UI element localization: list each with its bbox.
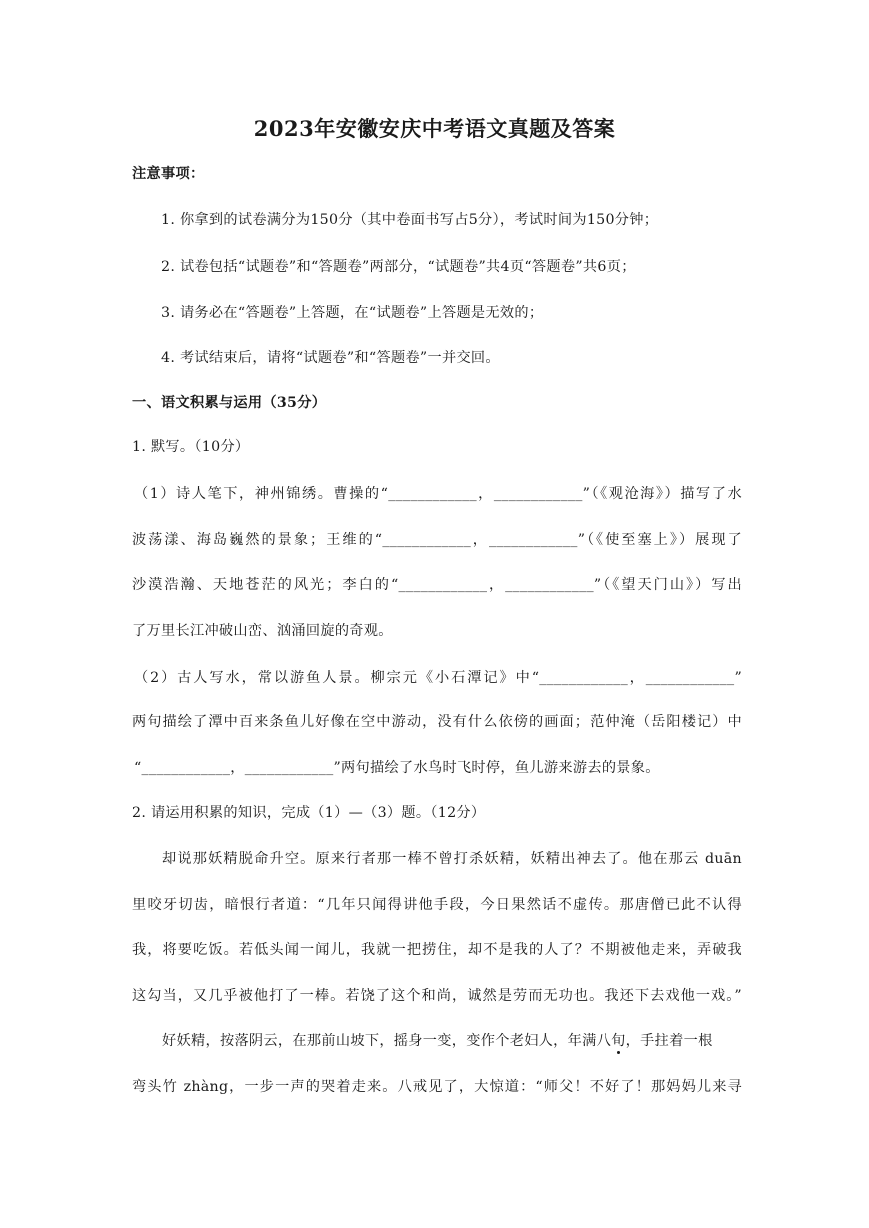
question-2-label: 2. 请运用积累的知识，完成（1）—（3）题。（12分） [132,805,486,821]
q1-part1-line-1: （1）诗人笔下，神州锦绣。曹操的“____________，____________”（《观沧海》）描写了水 [134,486,742,502]
q1-part1-line-2: 波荡漾、海岛巍然的景象；王维的“____________，____________”（《使至塞上》）展现了 [132,532,742,548]
notice-item-2: 2. 试卷包括“试题卷”和“答题卷”两部分，“试题卷”共4页“答题卷”共6页； [161,259,636,275]
notice-heading: 注意事项： [132,166,205,182]
q1-part1-line-3: 沙漠浩瀚、天地苍茫的风光；李白的“____________，____________”（《望天门山》）写出 [132,577,742,593]
page-title: 2023年安徽安庆中考语文真题及答案 [253,116,616,141]
question-1-label: 1. 默写。（10分） [132,439,250,455]
q2-para2-line-1 [162,1030,742,1050]
q2-para1-line-3: 我，将要吃饭。若低头闻一闻儿，我就一把捞住，却不是我的人了？不期被他走来，弄破我 [132,942,742,958]
section-heading: 一、语文积累与运用（35分） [132,395,327,411]
q1-part2-line-2: 两句描绘了潭中百来条鱼儿好像在空中游动，没有什么依傍的画面；范仲淹（岳阳楼记）中 [132,714,742,730]
q2-para1-line-1: 却说那妖精脱命升空。原来行者那一棒不曾打杀妖精，妖精出神去了。他在那云 duān [162,851,742,867]
q1-part2-line-1: （2）古人写水，常以游鱼人景。柳宗元《小石潭记》中“____________，____________” [134,670,742,686]
q2-para1-line-4: 这勾当，又几乎被他打了一棒。若饶了这个和尚，诚然是劳而无功也。我还下去戏他一戏。” [132,988,742,1004]
q2-para2-line-2: 弯头竹 zhàng，一步一声的哭着走来。八戒见了，大惊道：“师父！不好了！那妈妈儿来寻 [132,1079,742,1095]
notice-item-1: 1. 你拿到的试卷满分为150分（其中卷面书写占5分），考试时间为150分钟； [161,212,659,228]
q1-part2-line-3: “____________，____________”两句描绘了水鸟时飞时停，鱼儿游来游去的景象。 [134,760,660,776]
q2-para1-line-2: 里咬牙切齿，暗恨行者道：“几年只闻得讲他手段，今日果然话不虚传。那唐僧已此不认得 [132,897,742,913]
notice-item-4: 4. 考试结束后，请将“试题卷”和“答题卷”一并交回。 [161,350,500,366]
q2-para2-line-1-text-b: ，手拄着一根 [625,1033,713,1049]
q2-para2-line-1-text-a: 好妖精，按落阴云，在那前山坡下，摇身一变，变作个老妇人，年满八 [162,1033,612,1049]
notice-item-3: 3. 请务必在“答题卷”上答题，在“试题卷”上答题是无效的； [161,305,544,321]
emphasis-dotted-char: 旬 [611,1033,626,1049]
q1-part1-line-4: 了万里长江冲破山峦、汹涌回旋的奇观。 [132,623,393,639]
